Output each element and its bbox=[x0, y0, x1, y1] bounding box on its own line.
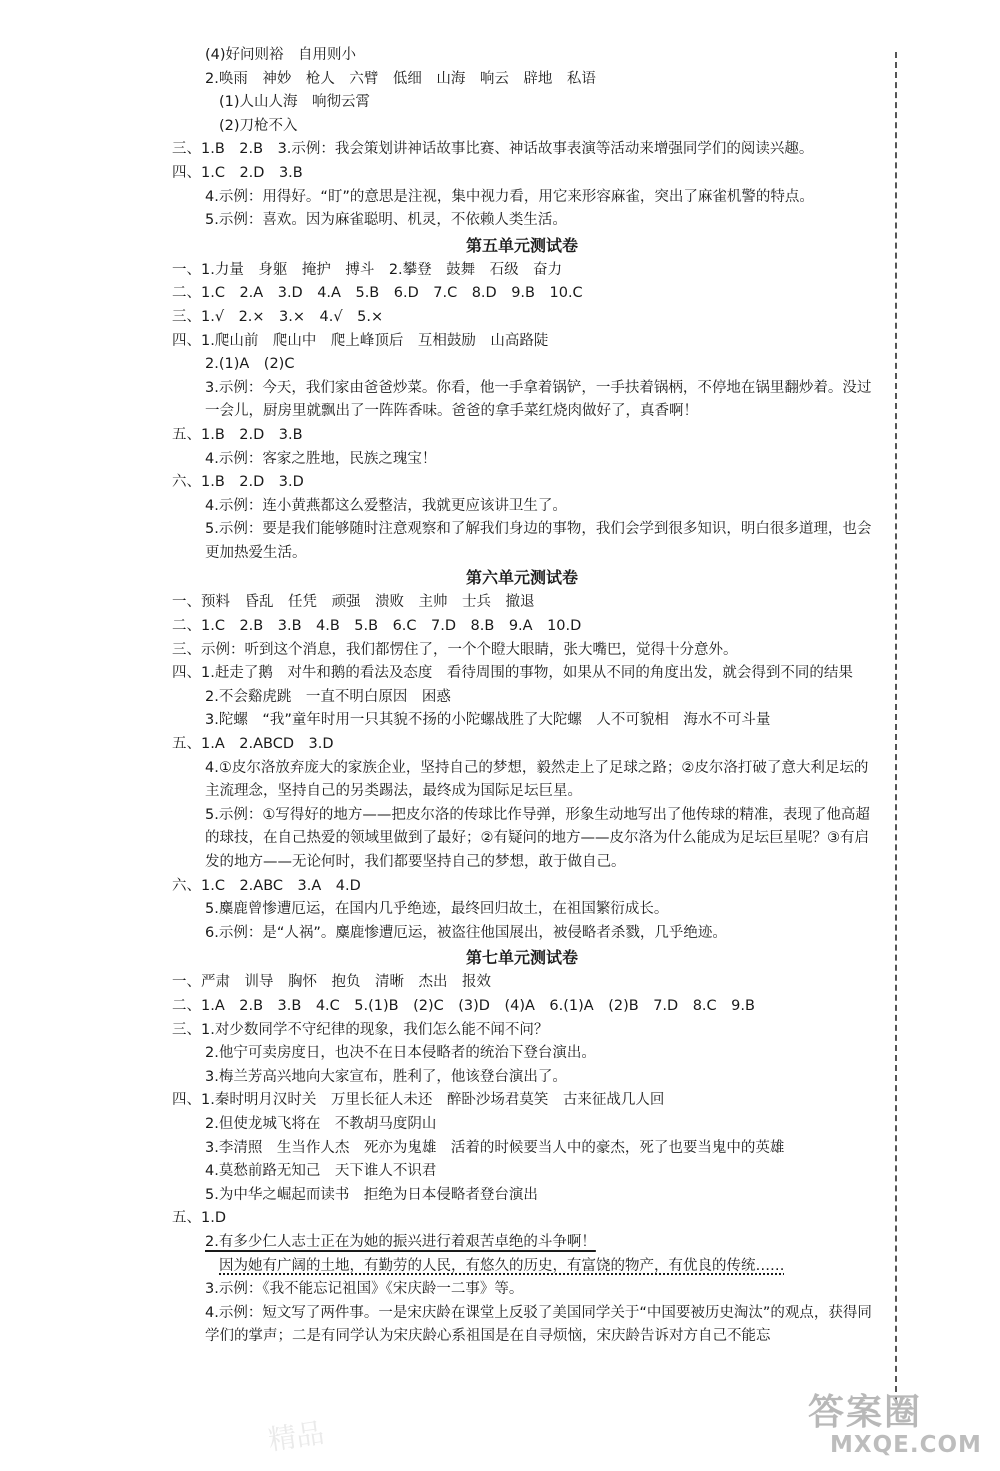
answer-key-content bbox=[172, 44, 872, 1349]
text-line: 3.示例：今天，我们家由爸爸炒菜。你看，他一手拿着锅铲，一手扶着锅柄，不停地在锅里翻炒着。没过一会儿，厨房里就飘出了一阵阵香味。爸爸的拿手菜红烧肉做好了，真香啊！ bbox=[205, 379, 872, 420]
dashed-margin-divider bbox=[895, 52, 897, 1402]
text-line: 一、1.力量 身躯 掩护 搏斗 2.攀登 鼓舞 石级 奋力 bbox=[172, 261, 563, 278]
text-line: 4.莫愁前路无知己 天下谁人不识君 bbox=[205, 1163, 437, 1180]
text-line: 4.示例：客家之胜地，民族之瑰宝！ bbox=[205, 450, 437, 467]
text-line: 5.示例：喜欢。因为麻雀聪明、机灵，不依赖人类生活。 bbox=[205, 212, 567, 229]
text-line: 五、1.A 2.ABCD 3.D bbox=[172, 736, 334, 753]
text-line: 六、1.B 2.D 3.D bbox=[172, 474, 304, 491]
text-line: 2.不会谿虎跳 一直不明白原因 困惑 bbox=[205, 688, 451, 705]
text-line: 3.陀螺 “我”童年时用一只其貌不扬的小陀螺战胜了大陀螺 人不可貌相 海水不可斗量 bbox=[205, 712, 771, 729]
text-line: 四、1.赶走了鹅 对牛和鹅的看法及态度 看待周围的事物，如果从不同的角度出发，就会得到不同的结果 bbox=[172, 665, 853, 682]
text-line: 4.示例：短文写了两件事。一是宋庆龄在课堂上反驳了美国同学关于“中国要被历史淘汰”的观点，获得同学们的掌声；二是有同学认为宋庆龄心系祖国是在自寻烦恼，宋庆龄告诉对方自己不能忘 bbox=[205, 1304, 872, 1345]
text-line: 3.梅兰芳高兴地向大家宣布，胜利了，他该登台演出了。 bbox=[205, 1068, 567, 1085]
text-line: 五、1.B 2.D 3.B bbox=[172, 426, 303, 443]
text-line: 5.为中华之崛起而读书 拒绝为日本侵略者登台演出 bbox=[205, 1186, 538, 1203]
text-line: 一、预料 昏乱 任凭 顽强 溃败 主帅 士兵 撤退 bbox=[172, 594, 535, 611]
text-line: 2.唤雨 神妙 枪人 六臂 低细 山海 响云 辟地 私语 bbox=[205, 70, 596, 87]
text-line: 2.但使龙城飞将在 不教胡马度阴山 bbox=[205, 1115, 437, 1132]
watermark-url: MXQE.COM bbox=[830, 1432, 982, 1458]
text-line: 二、1.C 2.A 3.D 4.A 5.B 6.D 7.C 8.D 9.B 10.C bbox=[172, 285, 583, 302]
section-title-unit7: 第七单元测试卷 bbox=[465, 948, 578, 968]
text-line: 4.示例：用得好。“盯”的意思是注视，集中视力看，用它来形容麻雀，突出了麻雀机警的特点。 bbox=[205, 188, 814, 205]
section-title-unit6: 第六单元测试卷 bbox=[465, 568, 578, 588]
text-line: 6.示例：是“人祸”。麋鹿惨遭厄运，被盗往他国展出，被侵略者杀戮，几乎绝迹。 bbox=[205, 924, 727, 941]
text-line: 二、1.A 2.B 3.B 4.C 5.(1)B (2)C (3)D (4)A 6.(1)A (2)B 7.D 8.C 9.B bbox=[172, 997, 755, 1014]
underlined-answer-line: 因为她有广阔的土地，有勤劳的人民，有悠久的历史，有富饶的物产，有优良的传统…… bbox=[219, 1257, 785, 1274]
text-line: 四、1.爬山前 爬山中 爬上峰顶后 互相鼓励 山高路陡 bbox=[172, 332, 549, 349]
text-line: 四、1.C 2.D 3.B bbox=[172, 164, 303, 181]
text-line: 五、1.D bbox=[172, 1210, 226, 1227]
text-line: 5.示例：①写得好的地方——把皮尔洛的传球比作导弹，形象生动地写出了他传球的精准，表现了他高超的球技，在自己热爱的领域里做到了最好；②有疑问的地方——皮尔洛为什么能成为足坛巨星呢？③有启发的地方——无论何时，我们都要坚持自己的梦想，敢于做自己。 bbox=[205, 806, 870, 870]
text-line: (2)刀枪不入 bbox=[219, 117, 298, 134]
text-line: 3.李清照 生当作人杰 死亦为鬼雄 活着的时候要当人中的豪杰，死了也要当鬼中的英雄 bbox=[205, 1139, 785, 1156]
text-line: 六、1.C 2.ABC 3.A 4.D bbox=[172, 877, 361, 894]
section-title-unit5: 第五单元测试卷 bbox=[465, 235, 578, 255]
text-line: 一、严肃 训导 胸怀 抱负 清晰 杰出 报效 bbox=[172, 974, 491, 991]
text-line: 三、1.对少数同学不守纪律的现象，我们怎么能不闻不问？ bbox=[172, 1021, 549, 1038]
text-line: 2.他宁可卖房度日，也决不在日本侵略者的统治下登台演出。 bbox=[205, 1045, 596, 1062]
text-line: 2.(1)A (2)C bbox=[205, 356, 295, 373]
text-line: 三、1.√ 2.× 3.× 4.√ 5.× bbox=[172, 308, 384, 325]
text-line: (4)好问则裕 自用则小 bbox=[205, 47, 357, 63]
text-line: 4.①皮尔洛放弃庞大的家族企业，坚持自己的梦想，毅然走上了足球之路；②皮尔洛打破了意大利足坛的主流理念，坚持自己的另类踢法，最终成为国际足坛巨星。 bbox=[205, 759, 869, 800]
text-line: 4.示例：连小黄燕都这么爱整洁，我就更应该讲卫生了。 bbox=[205, 497, 567, 514]
text-line: 5.麋鹿曾惨遭厄运，在国内几乎绝迹，最终回归故土，在祖国繁衍成长。 bbox=[205, 901, 669, 918]
faded-stamp: 精品 bbox=[266, 1416, 327, 1457]
text-line: 三、示例：听到这个消息，我们都愣住了，一个个瞪大眼睛，张大嘴巴，觉得十分意外。 bbox=[172, 641, 738, 658]
underlined-answer-line: 2.有多少仁人志士正在为她的振兴进行着艰苦卓绝的斗争啊！ bbox=[205, 1233, 596, 1250]
watermark-logo: 答案圈 bbox=[808, 1392, 923, 1433]
text-line: 三、1.B 2.B 3.示例：我会策划讲神话故事比赛、神话故事表演等活动来增强同学们的阅读兴趣。 bbox=[172, 141, 814, 158]
text-line: 四、1.秦时明月汉时关 万里长征人未还 醉卧沙场君莫笑 古来征战几人回 bbox=[172, 1092, 665, 1109]
text-line: 5.示例：要是我们能够随时注意观察和了解我们身边的事物，我们会学到很多知识，明白很多道理，也会更加热爱生活。 bbox=[205, 521, 872, 561]
text-line: 二、1.C 2.B 3.B 4.B 5.B 6.C 7.D 8.B 9.A 10.D bbox=[172, 618, 582, 635]
text-line: 3.示例：《我不能忘记祖国》《宋庆龄一二事》等。 bbox=[205, 1281, 524, 1298]
text-line: (1)人山人海 响彻云霄 bbox=[219, 94, 371, 111]
